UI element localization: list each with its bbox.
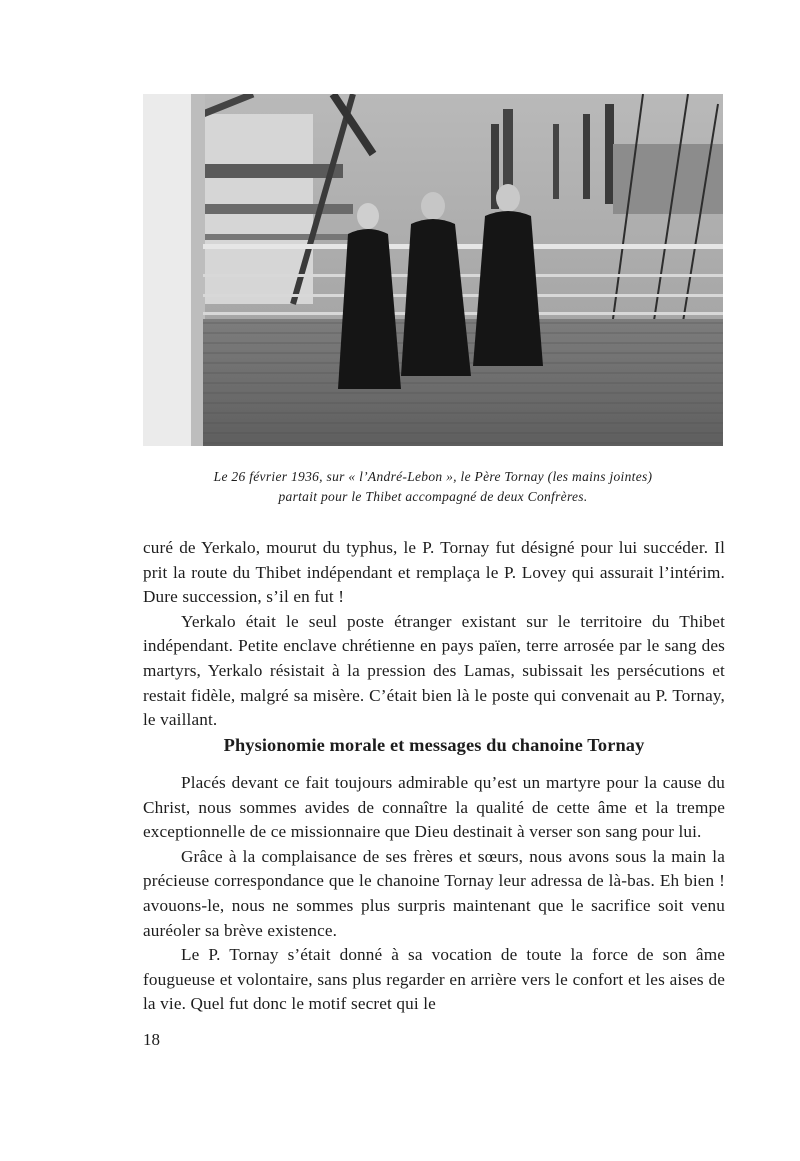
caption-line: partait pour le Thibet accompagné de deux Confrères. <box>278 489 588 504</box>
paragraph: Placés devant ce fait toujours admirable qu’est un martyre pour la cause du Christ, nous sommes avides de connaître la qualité de cette âme et la trempe exceptionnelle de ce missionnaire que Dieu destinait à verser son sang pour lui. <box>143 773 725 842</box>
ship-deck-photo <box>143 94 723 446</box>
paragraph: curé de Yerkalo, mourut du typhus, le P. Tornay fut désigné pour lui succéder. Il prit la route du Thibet indépendant et remplaça le P. Lovey qui assurait l’intérim. Dure succession, s’il en fut ! <box>143 538 725 607</box>
paragraph: Le P. Tornay s’était donné à sa vocation de toute la force de son âme fougueuse et volontaire, sans plus regarder en arrière vers le confort et les aises de la vie. Quel fut donc le motif secret qui le <box>143 945 725 1014</box>
photo-caption <box>143 467 723 507</box>
paragraph: Yerkalo était le seul poste étranger existant sur le territoire du Thibet indépendant. Petite enclave chrétienne en pays païen, terre arrosée par le sang des martyrs, Yerkalo résistait à la pression des Lamas, subissait les persécutions et restait fidèle, malgré sa misère. C’était bien là le poste qui convenait au P. Tornay, le vaillant. <box>143 611 725 730</box>
section-heading: Physionomie morale et messages du chanoine Tornay <box>223 735 645 755</box>
caption-line: Le 26 février 1936, sur « l’André-Lebon », le Père Tornay (les mains jointes) <box>213 469 653 484</box>
body-text-top <box>143 536 725 733</box>
page-number: 18 <box>143 1030 160 1049</box>
paragraph: Grâce à la complaisance de ses frères et sœurs, nous avons sous la main la précieuse correspondance que le chanoine Tornay leur adressa de là-bas. Eh bien ! avouons-le, nous ne sommes plus surpris maintenant que le sacrifice soit venu auréoler sa brève existence. <box>143 846 725 940</box>
section-body <box>143 771 725 1017</box>
